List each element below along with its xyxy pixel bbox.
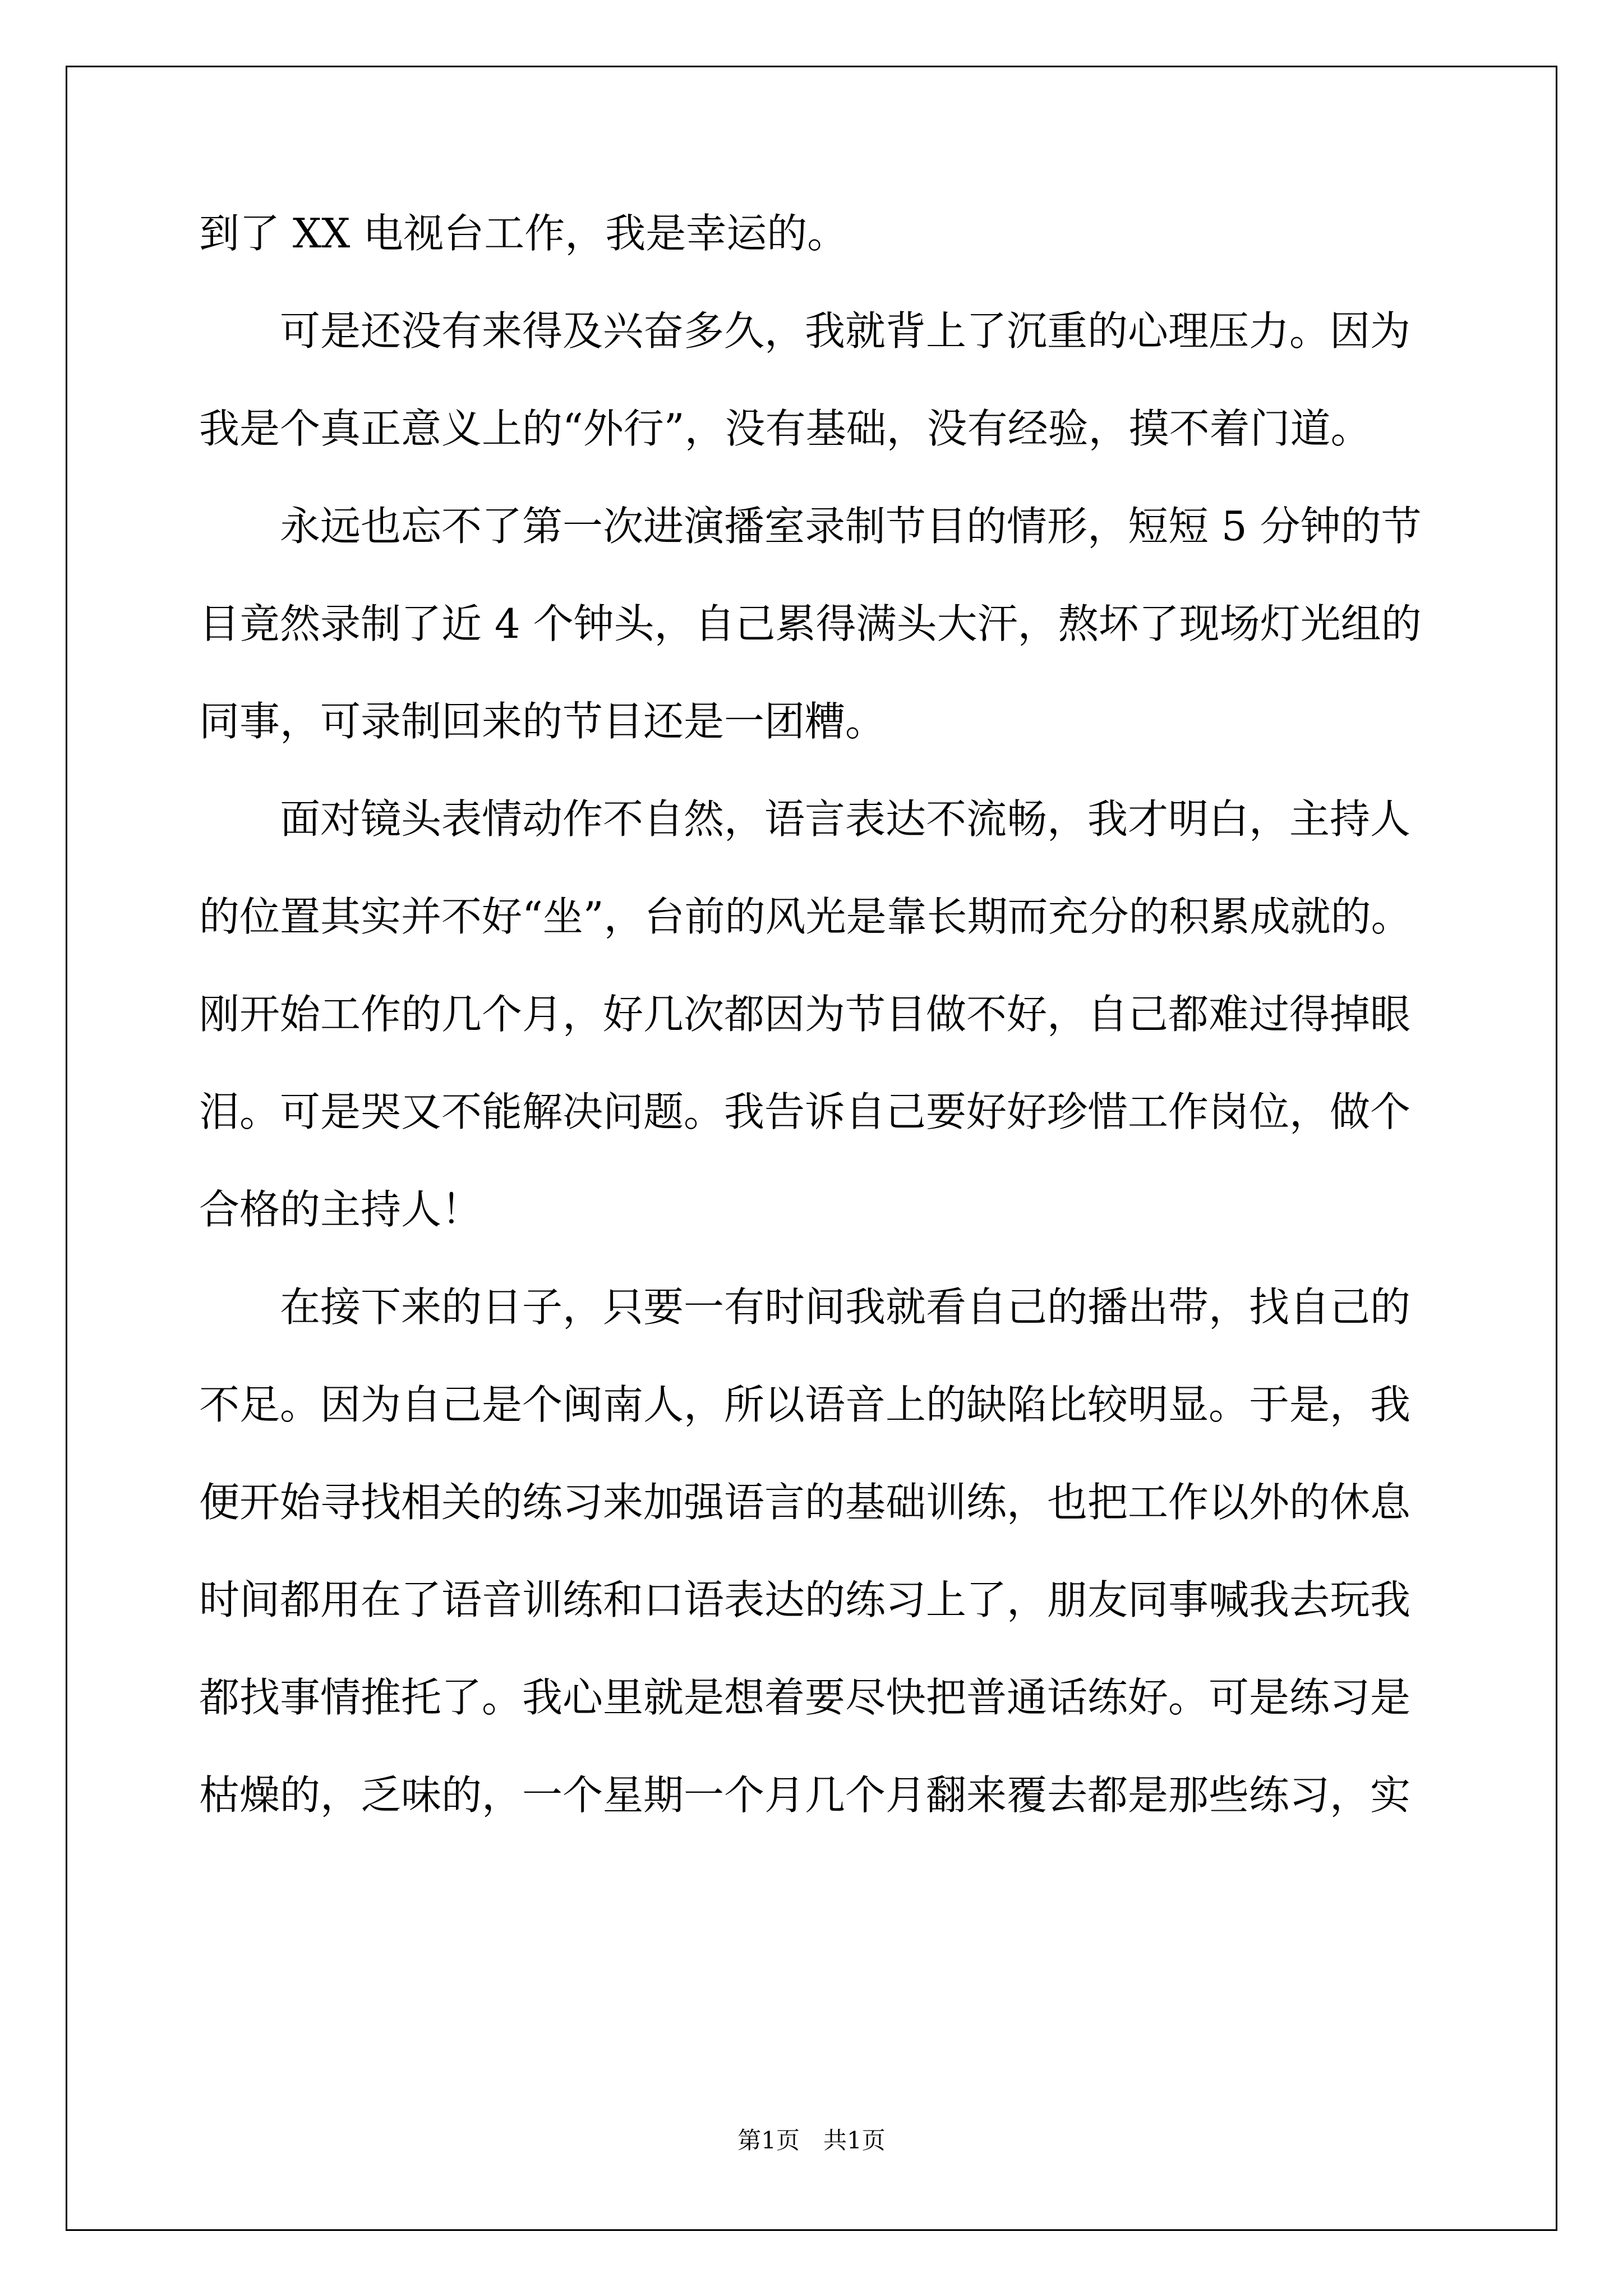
text-line: 同事，可录制回来的节目还是一团糟。 <box>199 698 886 745</box>
text-line: 都找事情推托了。我心里就是想着要尽快把普通话练好。可是练习是 <box>199 1674 1411 1721</box>
text-line: 枯燥的，乏味的，一个星期一个月几个月翻来覆去都是那些练习，实 <box>199 1772 1411 1819</box>
page-border <box>66 66 1557 2231</box>
text-line: 到了 XX 电视台工作，我是幸运的。 <box>199 210 848 257</box>
text-line: 的位置其实并不好“坐”，台前的风光是靠长期而充分的积累成就的。 <box>199 893 1412 940</box>
text-line: 刚开始工作的几个月，好几次都因为节目做不好，自己都难过得掉眼 <box>199 991 1411 1038</box>
text-line: 便开始寻找相关的练习来加强语言的基础训练，也把工作以外的休息 <box>199 1479 1411 1526</box>
text-line: 永远也忘不了第一次进演播室录制节目的情形，短短 5 分钟的节 <box>199 503 1422 550</box>
page-footer: 第1页 共1页 <box>737 2127 886 2154</box>
text-line: 可是还没有来得及兴奋多久，我就背上了沉重的心理压力。因为 <box>199 307 1411 355</box>
text-line: 不足。因为自己是个闽南人，所以语音上的缺陷比较明显。于是，我 <box>199 1381 1411 1428</box>
text-line: 在接下来的日子，只要一有时间我就看自己的播出带，找自己的 <box>199 1283 1411 1331</box>
text-line: 我是个真正意义上的“外行”，没有基础，没有经验，摸不着门道。 <box>199 405 1371 452</box>
text-line: 目竟然录制了近 4 个钟头，自己累得满头大汗，熬坏了现场灯光组的 <box>199 600 1422 647</box>
text-line: 面对镜头表情动作不自然，语言表达不流畅，我才明白，主持人 <box>199 795 1411 843</box>
text-line: 泪。可是哭又不能解决问题。我告诉自己要好好珍惜工作岗位，做个 <box>199 1088 1411 1135</box>
text-line: 时间都用在了语音训练和口语表达的练习上了，朋友同事喊我去玩我 <box>199 1576 1411 1623</box>
text-line: 合格的主持人！ <box>199 1186 482 1233</box>
